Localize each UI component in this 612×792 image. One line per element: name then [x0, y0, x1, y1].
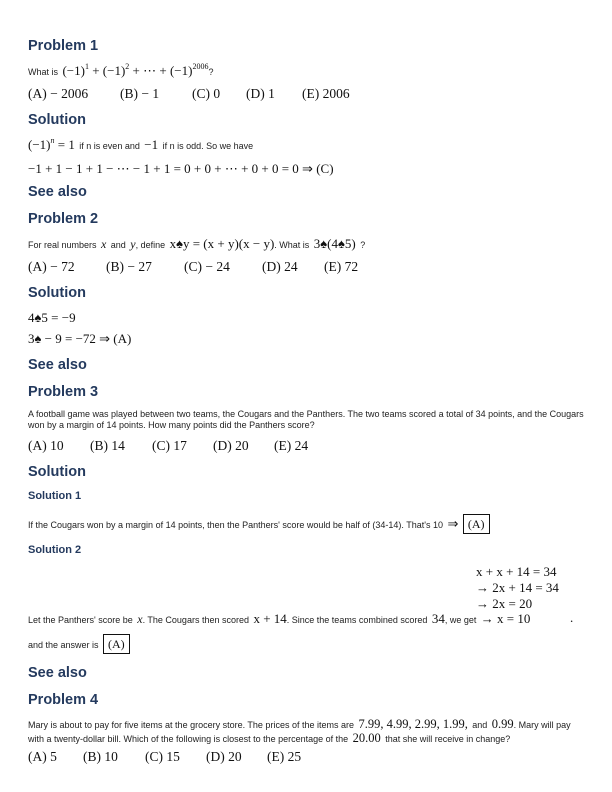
solution-math: 34	[431, 611, 445, 626]
choice-b: (B) − 27	[106, 259, 152, 274]
question-text: Mary is about to pay for five items at the grocery store. The prices of the items are	[28, 720, 354, 730]
choice-a: (A) 5	[28, 749, 57, 764]
question-text: What is	[28, 67, 59, 77]
question-math	[62, 63, 208, 78]
solution-text: if n is even and	[79, 141, 140, 151]
problem-4-question-line-2	[28, 729, 510, 747]
problem-1-question	[28, 62, 213, 80]
solution-text: , we get	[444, 615, 477, 625]
question-math: y	[130, 237, 136, 251]
question-text: . Mary will pay	[513, 720, 571, 730]
question-text: . What is	[274, 240, 310, 250]
solution-2-answer	[28, 634, 130, 654]
math-part: (−1)	[62, 63, 85, 78]
solution-math: −1	[144, 137, 159, 152]
solution-2-heading: Solution 2	[28, 544, 82, 556]
solution-text: If the Cougars won by a margin of 14 points, then the Panthers' score would be half of (34-14). That's 10	[28, 520, 444, 530]
solution-text: Let the Panthers' score be	[28, 615, 133, 625]
question-math: 3♠(4♠5)	[313, 236, 356, 251]
problem-4-heading: Problem 4	[28, 692, 99, 708]
choice-d: (D) 1	[246, 86, 275, 101]
solution-text: . Since the teams combined scored	[286, 615, 428, 625]
choice-c: (C) 0	[192, 86, 221, 101]
solution-text: and the answer is	[28, 640, 99, 650]
problem-3-choices	[28, 438, 308, 454]
choice-d: (D) 24	[262, 259, 298, 274]
solution-2-equation-2: → 2x + 14 = 34	[476, 580, 559, 595]
question-text: For real numbers	[28, 240, 97, 250]
question-math: 7.99, 4.99, 2.99, 1.99,	[358, 717, 468, 731]
solution-math: x	[137, 612, 143, 626]
question-math: x♠y = (x + y)(x − y)	[169, 236, 275, 251]
question-math: x	[100, 237, 107, 251]
problem-3-question: A football game was played between two teams, the Cougars and the Panthers. The two teams scored a total of 34 points, and the Cougars won by a margin of 14 points. How many points did the Panthers score?	[28, 409, 584, 430]
problem-1-solution-heading: Solution	[28, 112, 86, 128]
solution-1-text	[28, 514, 490, 534]
answer-box: (A)	[103, 634, 130, 654]
question-text: and	[110, 240, 126, 250]
choice-e: (E) 25	[267, 749, 302, 764]
solution-math: x + 14	[253, 611, 287, 626]
question-math: 0.99	[491, 717, 514, 731]
choice-b: (B) − 1	[120, 86, 160, 101]
question-end: ?	[360, 240, 366, 250]
choice-c: (C) 15	[145, 749, 180, 764]
problem-1-heading: Problem 1	[28, 38, 99, 54]
solution-math: ⇒	[447, 516, 459, 531]
question-math: 20.00	[352, 731, 381, 745]
problem-1-see-also[interactable]: See also	[28, 184, 87, 200]
solution-2-equation-1: x + x + 14 = 34	[476, 564, 557, 579]
choice-c: (C) 17	[152, 438, 187, 453]
question-text: and	[472, 720, 488, 730]
problem-4-choices	[28, 749, 301, 765]
math-exp: 2	[125, 62, 130, 71]
solution-2-equation-4: → x = 10	[480, 611, 531, 626]
problem-2-solution-line-2: 3♠ − 9 = −72 ⇒ (A)	[28, 331, 132, 346]
choice-d: (D) 20	[206, 749, 242, 764]
math-part: (−1)	[28, 137, 51, 152]
problem-1-choices	[28, 86, 350, 102]
choice-b: (B) 10	[83, 749, 118, 764]
solution-math	[28, 137, 75, 152]
choice-e: (E) 2006	[302, 86, 350, 101]
choice-a: (A) − 72	[28, 259, 75, 274]
math-exp: 1	[84, 62, 89, 71]
problem-3-solution-heading: Solution	[28, 464, 86, 480]
solution-1-heading: Solution 1	[28, 490, 82, 502]
question-text: , define	[135, 240, 166, 250]
problem-2-choices	[28, 259, 358, 275]
problem-2-question	[28, 235, 365, 253]
choice-a: (A) − 2006	[28, 86, 89, 101]
problem-3-heading: Problem 3	[28, 384, 99, 400]
problem-2-solution-heading: Solution	[28, 285, 86, 301]
math-part: = 1	[54, 137, 75, 152]
solution-text: if n is odd. So we have	[162, 141, 254, 151]
math-part: + (−1)	[88, 63, 126, 78]
choice-e: (E) 24	[274, 438, 309, 453]
choice-d: (D) 20	[213, 438, 249, 453]
math-exp: n	[50, 136, 55, 145]
problem-1-solution-line-1	[28, 136, 253, 154]
choice-c: (C) − 24	[184, 259, 230, 274]
question-text: with a twenty-dollar bill. Which of the following is closest to the percentage of the	[28, 734, 349, 744]
problem-2-heading: Problem 2	[28, 211, 99, 227]
solution-2-text	[28, 610, 530, 628]
equation-period: .	[570, 610, 574, 625]
problem-2-solution-line-1: 4♠5 = −9	[28, 310, 76, 325]
choice-a: (A) 10	[28, 438, 64, 453]
solution-text: . The Cougars then scored	[142, 615, 249, 625]
math-exp: 2006	[192, 62, 209, 71]
problem-3-see-also[interactable]: See also	[28, 665, 87, 681]
solution-2-equation-3: → 2x = 20	[476, 596, 533, 611]
question-end: ?	[208, 67, 214, 77]
answer-box: (A)	[463, 514, 490, 534]
choice-b: (B) 14	[90, 438, 125, 453]
question-text: that she will receive in change?	[385, 734, 511, 744]
problem-2-see-also[interactable]: See also	[28, 357, 87, 373]
problem-1-solution-line-2: −1 + 1 − 1 + 1 − ⋯ − 1 + 1 = 0 + 0 + ⋯ + 0 + 0 = 0 ⇒ (C)	[28, 161, 334, 176]
math-part: + ⋯ + (−1)	[129, 63, 193, 78]
choice-e: (E) 72	[324, 259, 359, 274]
